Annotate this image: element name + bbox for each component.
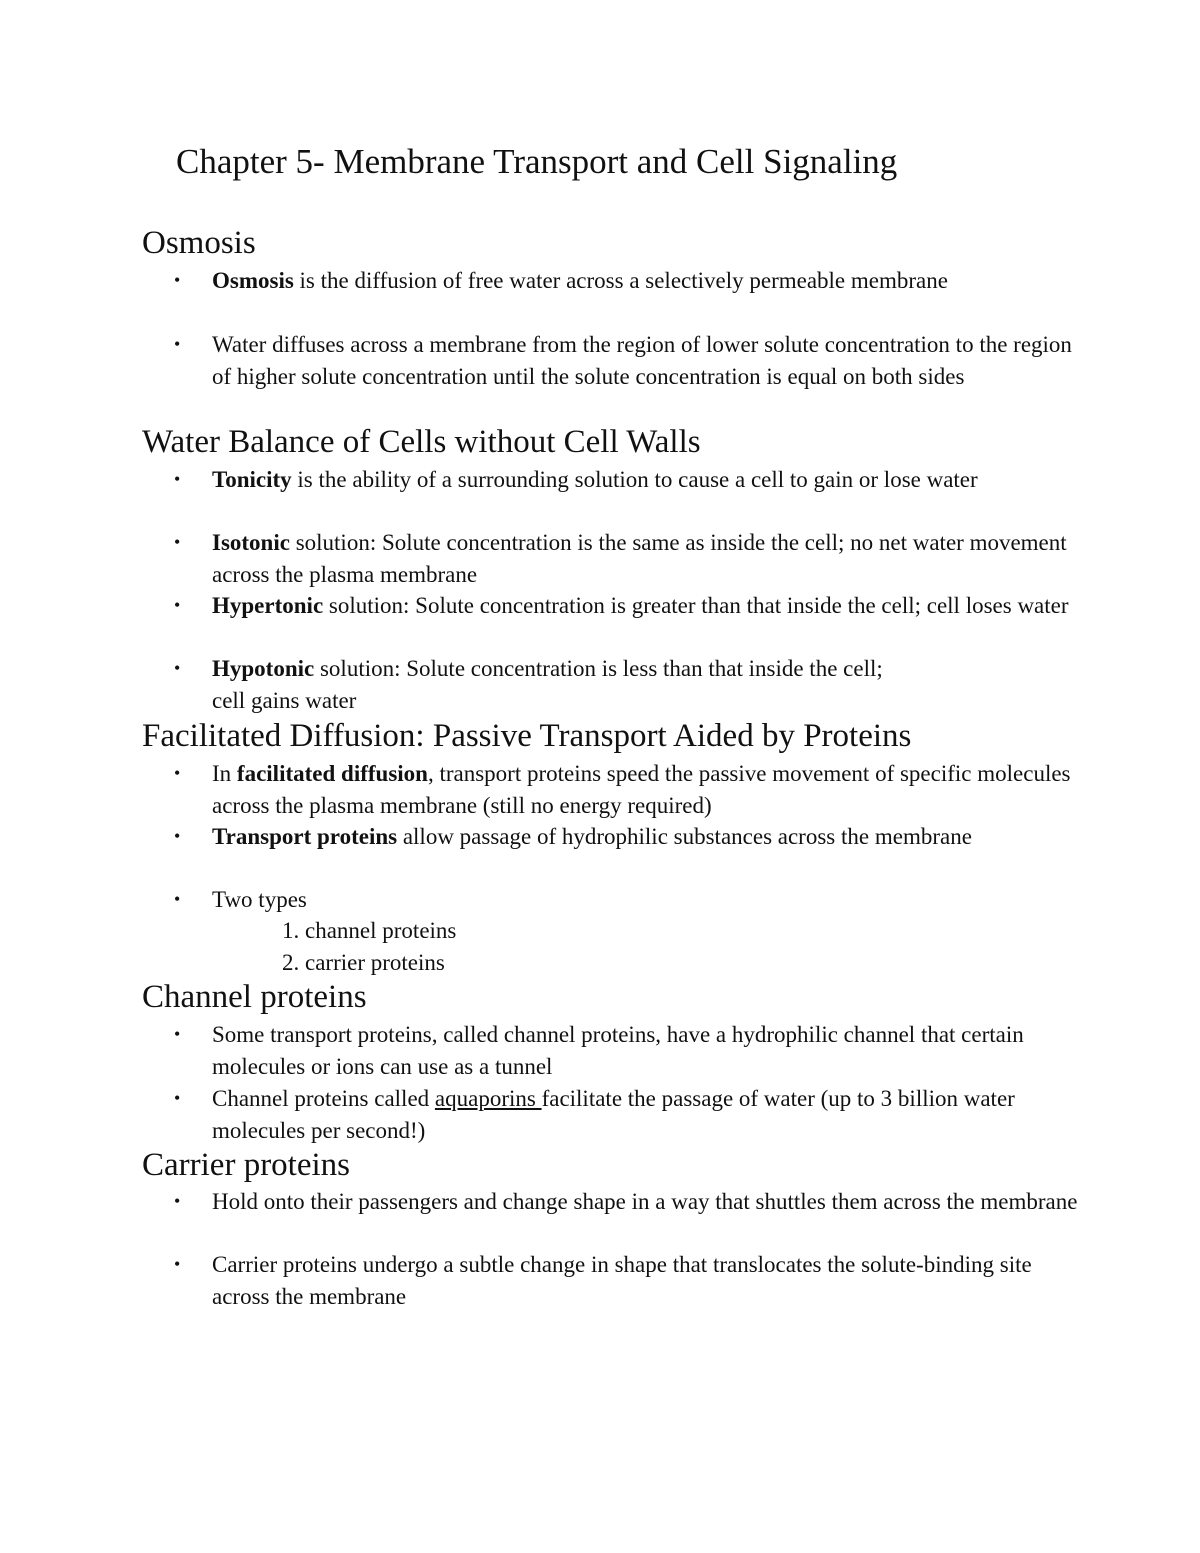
- bullet-icon: •: [174, 532, 181, 552]
- bullet-icon: •: [174, 826, 181, 846]
- bullet-icon: •: [174, 1254, 181, 1274]
- numbered-item: 2. carrier proteins: [282, 950, 445, 975]
- page-title: Chapter 5- Membrane Transport and Cell Signaling: [176, 142, 898, 181]
- section-heading-facilitated-diffusion: Facilitated Diffusion: Passive Transport Aided by Proteins: [142, 718, 912, 754]
- aquaporins-term: aquaporins: [434, 1086, 542, 1111]
- list-item: • Some transport proteins, called channel proteins, have a hydrophilic channel that certain molecules or ions can use as a tunnel: [212, 1019, 1092, 1082]
- list-item: • In facilitated diffusion, transport proteins speed the passive movement of specific molecules across the plasma membrane (still no energy required): [212, 758, 1092, 821]
- numbered-item: 1. channel proteins: [282, 918, 457, 943]
- list-item: • Hypotonic solution: Solute concentration is less than that inside the cell; cell gains water: [212, 653, 1092, 716]
- list-item: • Hold onto their passengers and change shape in a way that shuttles them across the membrane: [212, 1186, 1092, 1218]
- bullet-icon: •: [174, 595, 181, 615]
- bullet-icon: •: [174, 469, 181, 489]
- bullet-icon: •: [174, 889, 181, 909]
- bullet-icon: •: [174, 763, 181, 783]
- section-heading-carrier-proteins: Carrier proteins: [142, 1147, 351, 1183]
- list-item: • Transport proteins allow passage of hydrophilic substances across the membrane: [212, 821, 1092, 853]
- bullet-icon: •: [174, 1088, 181, 1108]
- section-heading-water-balance: Water Balance of Cells without Cell Walls: [142, 424, 701, 460]
- list-item: • Tonicity is the ability of a surrounding solution to cause a cell to gain or lose water: [212, 464, 1092, 496]
- bullet-icon: •: [174, 334, 181, 354]
- bullet-icon: •: [174, 1191, 181, 1211]
- list-item: • Osmosis is the diffusion of free water across a selectively permeable membrane: [212, 265, 1092, 297]
- section-heading-osmosis: Osmosis: [142, 225, 256, 261]
- bullet-icon: •: [174, 658, 181, 678]
- bullet-icon: •: [174, 1024, 181, 1044]
- list-item: • Carrier proteins undergo a subtle change in shape that translocates the solute-binding site across the membrane: [212, 1249, 1092, 1312]
- list-item: • Channel proteins called aquaporins facilitate the passage of water (up to 3 billion water molecules per second!): [212, 1083, 1092, 1146]
- bullet-icon: •: [174, 270, 181, 290]
- list-item: • Hypertonic solution: Solute concentration is greater than that inside the cell; cell loses water: [212, 590, 1092, 622]
- list-item: • Water diffuses across a membrane from the region of lower solute concentration to the region of higher solute concentration until the solute concentration is equal on both sides: [212, 329, 1092, 392]
- section-heading-channel-proteins: Channel proteins: [142, 979, 367, 1015]
- list-item: • Isotonic solution: Solute concentration is the same as inside the cell; no net water movement across the plasma membrane: [212, 527, 1092, 590]
- list-item: • Two types: [212, 884, 1092, 916]
